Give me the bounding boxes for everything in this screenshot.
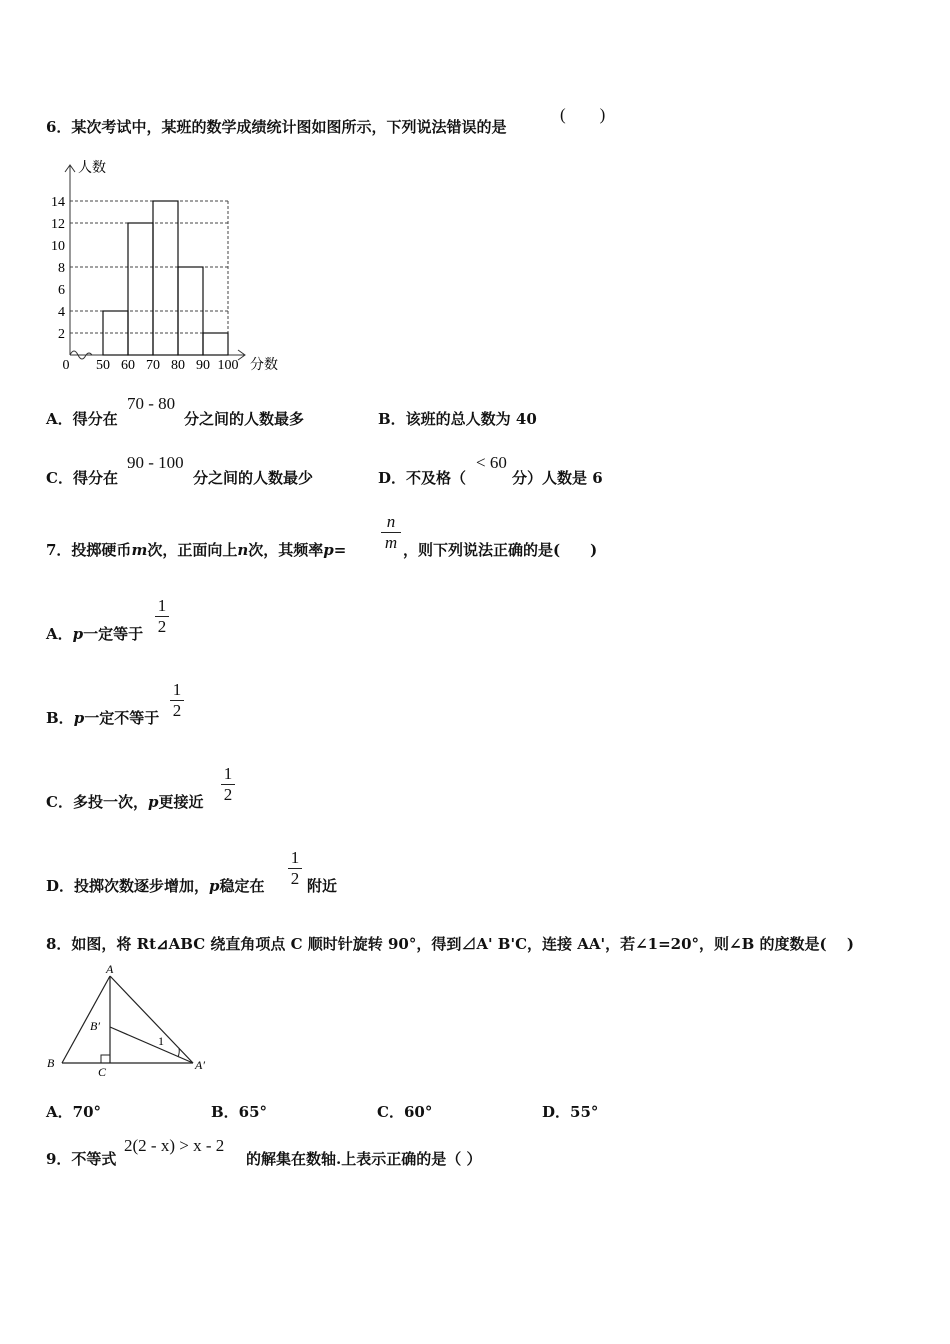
q8-triangle-figure — [45, 962, 220, 1080]
label-a-prime: A′ — [195, 1058, 205, 1072]
q6-option-d-math: < 60 — [476, 453, 507, 472]
q9-inequality: 2(2 - x) > x - 2 — [124, 1136, 225, 1155]
y-tick-label: 4 — [58, 305, 65, 320]
label-b-prime: B′ — [90, 1019, 100, 1033]
q7-option-b[interactable]: B．p一定不等于 — [46, 709, 160, 727]
q8-option-a[interactable]: A．70° — [46, 1103, 102, 1121]
y-tick-label: 10 — [51, 239, 65, 254]
label-b: B — [47, 1056, 55, 1070]
bar-90-100 — [203, 333, 228, 355]
q6-option-c-post: 分之间的人数最少 — [193, 469, 314, 487]
q7-stem-end: ，则下列说法正确的是( ) — [403, 541, 598, 559]
q7-option-c-half: 1 2 — [221, 764, 235, 805]
q7-option-a-half: 1 2 — [155, 596, 169, 637]
x-tick-label: 0 — [62, 358, 70, 373]
q6-option-d[interactable]: D．不及格（ — [378, 469, 467, 487]
q8-option-b[interactable]: B．65° — [211, 1103, 268, 1121]
q7-option-b-half: 1 2 — [170, 680, 184, 721]
q6-option-c[interactable]: C．得分在 — [46, 469, 118, 487]
y-tick-label: 14 — [51, 195, 65, 210]
x-tick-label: 50 — [96, 358, 110, 373]
x-tick-label: 80 — [171, 358, 185, 373]
q7-option-d-end: 附近 — [307, 877, 338, 895]
q8-option-c[interactable]: C．60° — [377, 1103, 433, 1121]
q6-option-a[interactable]: A．得分在 — [46, 410, 118, 428]
y-axis-label: 人数 — [78, 161, 106, 176]
x-tick-label: 100 — [217, 358, 239, 373]
y-tick-label: 2 — [58, 327, 65, 342]
q6-option-a-math: 70 - 80 — [127, 394, 176, 413]
q6-option-c-math: 90 - 100 — [127, 453, 184, 472]
grid-lines — [70, 201, 228, 355]
q6-answer-paren: ( ) — [560, 105, 606, 124]
segment-aa-prime — [110, 976, 193, 1063]
segment-ba — [62, 976, 110, 1063]
q8-option-d[interactable]: D．55° — [542, 1103, 599, 1121]
q7-option-d[interactable]: D．投掷次数逐步增加，p稳定在 — [46, 877, 265, 895]
q6-stem: 6．某次考试中，某班的数学成绩统计图如图所示，下列说法错误的是 — [46, 118, 507, 136]
y-tick-label: 6 — [58, 283, 65, 298]
x-tick-label: 90 — [196, 358, 210, 373]
q9-stem: 9．不等式 — [46, 1150, 117, 1168]
y-tick-label: 8 — [58, 261, 65, 276]
label-c: C — [98, 1065, 107, 1079]
right-angle-mark — [101, 1055, 110, 1063]
x-axis-label: 分数 — [250, 358, 278, 373]
q7-option-a[interactable]: A．p一定等于 — [46, 625, 144, 643]
x-tick-label: 70 — [146, 358, 160, 373]
q6-option-a-post: 分之间的人数最多 — [184, 410, 305, 428]
x-tick-labels — [63, 358, 239, 373]
y-tick-label: 12 — [51, 217, 65, 232]
y-tick-labels — [51, 195, 65, 342]
bar-70-80 — [153, 201, 178, 355]
q8-stem: 8．如图，将 Rt⊿ABC 绕直角项点 C 顺时针旋转 90°，得到⊿A' B'C，连接 AA'，若∠1=20°，则∠B 的度数是( ) — [46, 935, 854, 953]
q7-option-d-half: 1 2 — [288, 848, 302, 889]
bar-60-70 — [128, 223, 153, 355]
q6-option-d-post: 分）人数是 6 — [512, 469, 603, 487]
q6-bar-chart — [45, 155, 305, 380]
q9-stem-end: 的解集在数轴.上表示正确的是（ ） — [246, 1150, 482, 1168]
angle-1-arc — [178, 1048, 179, 1057]
q7-fraction-n-over-m: n m — [381, 512, 401, 553]
label-angle-1: 1 — [158, 1034, 164, 1048]
q7-option-c[interactable]: C．多投一次，p更接近 — [46, 793, 204, 811]
bars — [103, 201, 228, 355]
q6-option-b[interactable]: B．该班的总人数为 40 — [378, 410, 537, 428]
label-a: A — [106, 962, 114, 976]
segment-b-prime-a-prime — [110, 1027, 193, 1063]
x-tick-label: 60 — [121, 358, 135, 373]
q7-stem: 7．投掷硬币m次，正面向上n次，其频率p= — [46, 541, 347, 559]
